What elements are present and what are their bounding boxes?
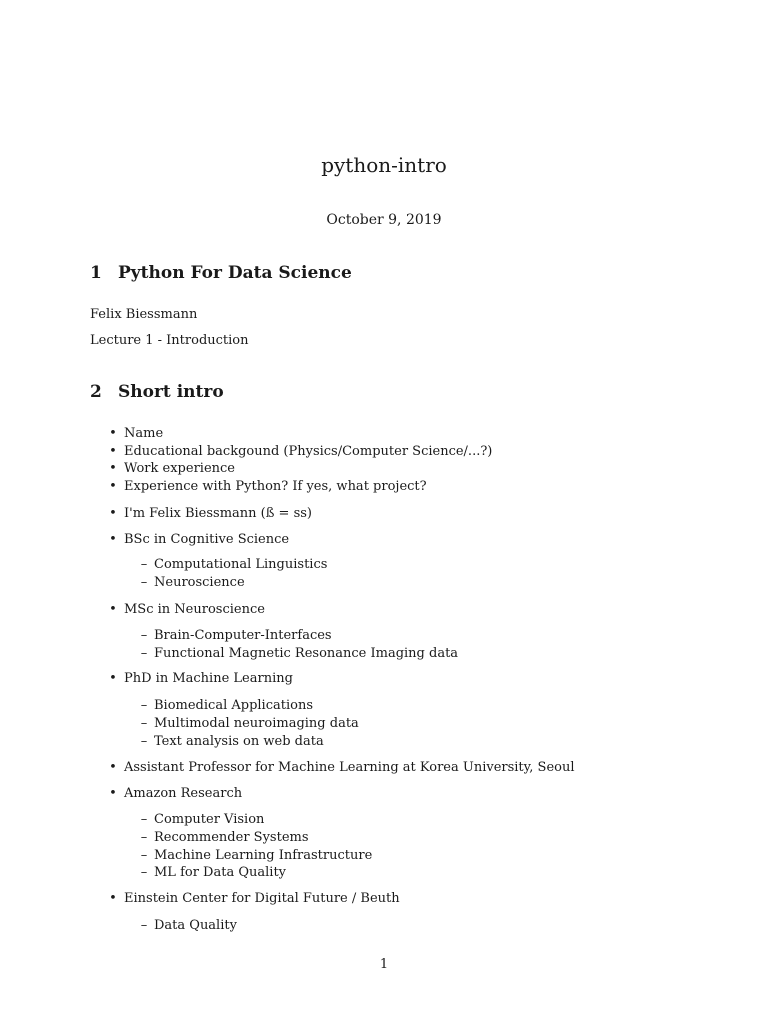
dash-icon: – <box>140 734 148 749</box>
list-item-text: Machine Learning Infrastructure <box>154 848 373 863</box>
list-item <box>109 444 493 460</box>
list-item-text: Work experience <box>124 461 235 476</box>
list-item <box>140 918 237 934</box>
bullet-icon: • <box>109 671 117 686</box>
list-item <box>109 461 235 477</box>
list-item <box>140 865 287 881</box>
dash-icon: – <box>140 918 148 933</box>
list-item-text: Educational backgound (Physics/Computer Science/...?) <box>124 444 493 459</box>
list-item-text: Name <box>124 426 164 441</box>
bullet-icon: • <box>109 891 117 906</box>
section-title: Python For Data Science <box>118 263 352 283</box>
list-item <box>140 716 359 732</box>
dash-icon: – <box>140 812 148 827</box>
list-item <box>109 479 427 495</box>
list-item-text: Biomedical Applications <box>154 698 313 713</box>
document-title: python-intro <box>321 153 447 177</box>
dash-icon: – <box>140 575 148 590</box>
bullet-icon: • <box>109 426 117 441</box>
list-item-text: PhD in Machine Learning <box>124 671 293 686</box>
bullet-icon: • <box>109 479 117 494</box>
bullet-icon: • <box>109 760 117 775</box>
dash-icon: – <box>140 716 148 731</box>
list-item <box>140 698 313 714</box>
list-item <box>109 760 575 776</box>
list-item-text: Einstein Center for Digital Future / Beuth <box>124 891 400 906</box>
list-item-text: BSc in Cognitive Science <box>124 532 290 547</box>
dash-icon: – <box>140 698 148 713</box>
lecture-line: Lecture 1 - Introduction <box>90 333 249 348</box>
list-item <box>140 848 373 864</box>
list-item-text: Assistant Professor for Machine Learning at Korea University, Seoul <box>124 760 575 775</box>
list-item-text: Experience with Python? If yes, what project? <box>124 479 427 494</box>
list-item-text: Data Quality <box>154 918 237 933</box>
list-item-text: ML for Data Quality <box>154 865 287 880</box>
list-item <box>140 812 265 828</box>
dash-icon: – <box>140 628 148 643</box>
list-item <box>109 602 265 618</box>
bullet-icon: • <box>109 532 117 547</box>
dash-icon: – <box>140 646 148 661</box>
list-item-text: Computer Vision <box>154 812 265 827</box>
list-item-text: Neuroscience <box>154 575 245 590</box>
dash-icon: – <box>140 830 148 845</box>
bullet-icon: • <box>109 444 117 459</box>
list-item <box>140 575 245 591</box>
dash-icon: – <box>140 848 148 863</box>
dash-icon: – <box>140 865 148 880</box>
list-item-text: MSc in Neuroscience <box>124 602 265 617</box>
list-item-text: Amazon Research <box>124 786 243 801</box>
list-item <box>140 830 309 846</box>
list-item <box>109 506 312 522</box>
list-item-text: I'm Felix Biessmann (ß = ss) <box>124 506 312 521</box>
list-item <box>109 891 400 907</box>
list-item-text: Multimodal neuroimaging data <box>154 716 359 731</box>
list-item-text: Text analysis on web data <box>154 734 324 749</box>
list-item <box>140 646 459 662</box>
list-item <box>109 532 290 548</box>
section-number: 2 <box>90 382 102 402</box>
bullet-icon: • <box>109 786 117 801</box>
bullet-icon: • <box>109 461 117 476</box>
dash-icon: – <box>140 557 148 572</box>
list-item <box>140 628 332 644</box>
list-item-text: Brain-Computer-Interfaces <box>154 628 332 643</box>
list-item <box>109 786 243 802</box>
list-item-text: Recommender Systems <box>154 830 309 845</box>
page-number: 1 <box>379 957 389 972</box>
author-line: Felix Biessmann <box>90 307 198 322</box>
document-date: October 9, 2019 <box>326 212 442 228</box>
bullet-icon: • <box>109 602 117 617</box>
list-item <box>140 557 328 573</box>
section-number: 1 <box>90 263 102 283</box>
list-item <box>140 734 324 750</box>
list-item-text: Computational Linguistics <box>154 557 328 572</box>
list-item <box>109 426 164 442</box>
section-title: Short intro <box>118 382 224 402</box>
list-item-text: Functional Magnetic Resonance Imaging data <box>154 646 459 661</box>
bullet-icon: • <box>109 506 117 521</box>
list-item <box>109 671 293 687</box>
